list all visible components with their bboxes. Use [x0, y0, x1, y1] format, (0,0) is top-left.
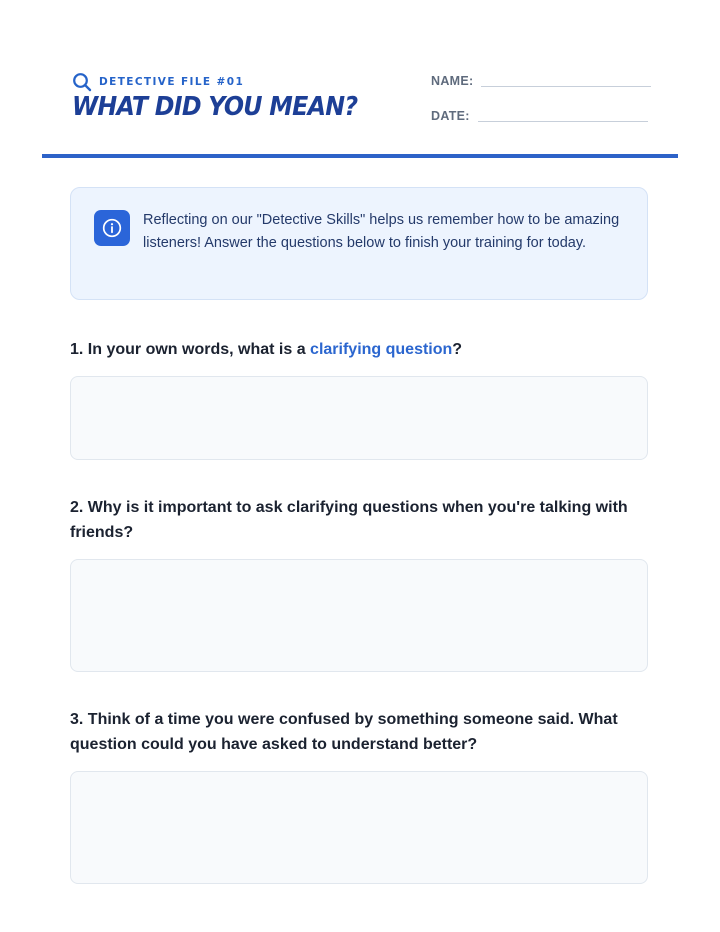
info-icon — [94, 210, 130, 246]
question-1-text: 1. In your own words, what is a — [70, 341, 311, 358]
question-1-end: ? — [452, 341, 463, 358]
question-2: 2. Why is it important to ask clarifying questions when you're talking with friends? — [70, 499, 628, 541]
name-label: NAME: — [431, 74, 474, 88]
date-line[interactable] — [478, 121, 648, 122]
name-line[interactable] — [481, 86, 651, 87]
question-3: 3. Think of a time you were confused by something someone said. What question could you have asked to understand better? — [70, 711, 618, 753]
magnifier-icon — [72, 72, 92, 92]
callout-text: Reflecting on our "Detective Skills" helps us remember how to be amazing listeners! Answer the questions below to finish your training for today. — [143, 212, 620, 251]
question-1 — [70, 337, 650, 362]
page-title: WHAT DID YOU MEAN? — [72, 92, 358, 122]
date-label: DATE: — [431, 109, 470, 123]
answer-box-1[interactable] — [70, 376, 648, 460]
name-field[interactable] — [431, 74, 651, 88]
header-divider — [42, 154, 678, 158]
answer-box-2[interactable] — [70, 559, 648, 672]
date-field[interactable] — [431, 109, 648, 123]
file-tag-label: DETECTIVE FILE #01 — [99, 76, 245, 88]
question-1-highlight: clarifying question — [310, 341, 453, 358]
file-tag — [72, 72, 244, 92]
answer-box-3[interactable] — [70, 771, 648, 884]
info-callout — [70, 187, 648, 300]
worksheet-header — [70, 68, 650, 138]
